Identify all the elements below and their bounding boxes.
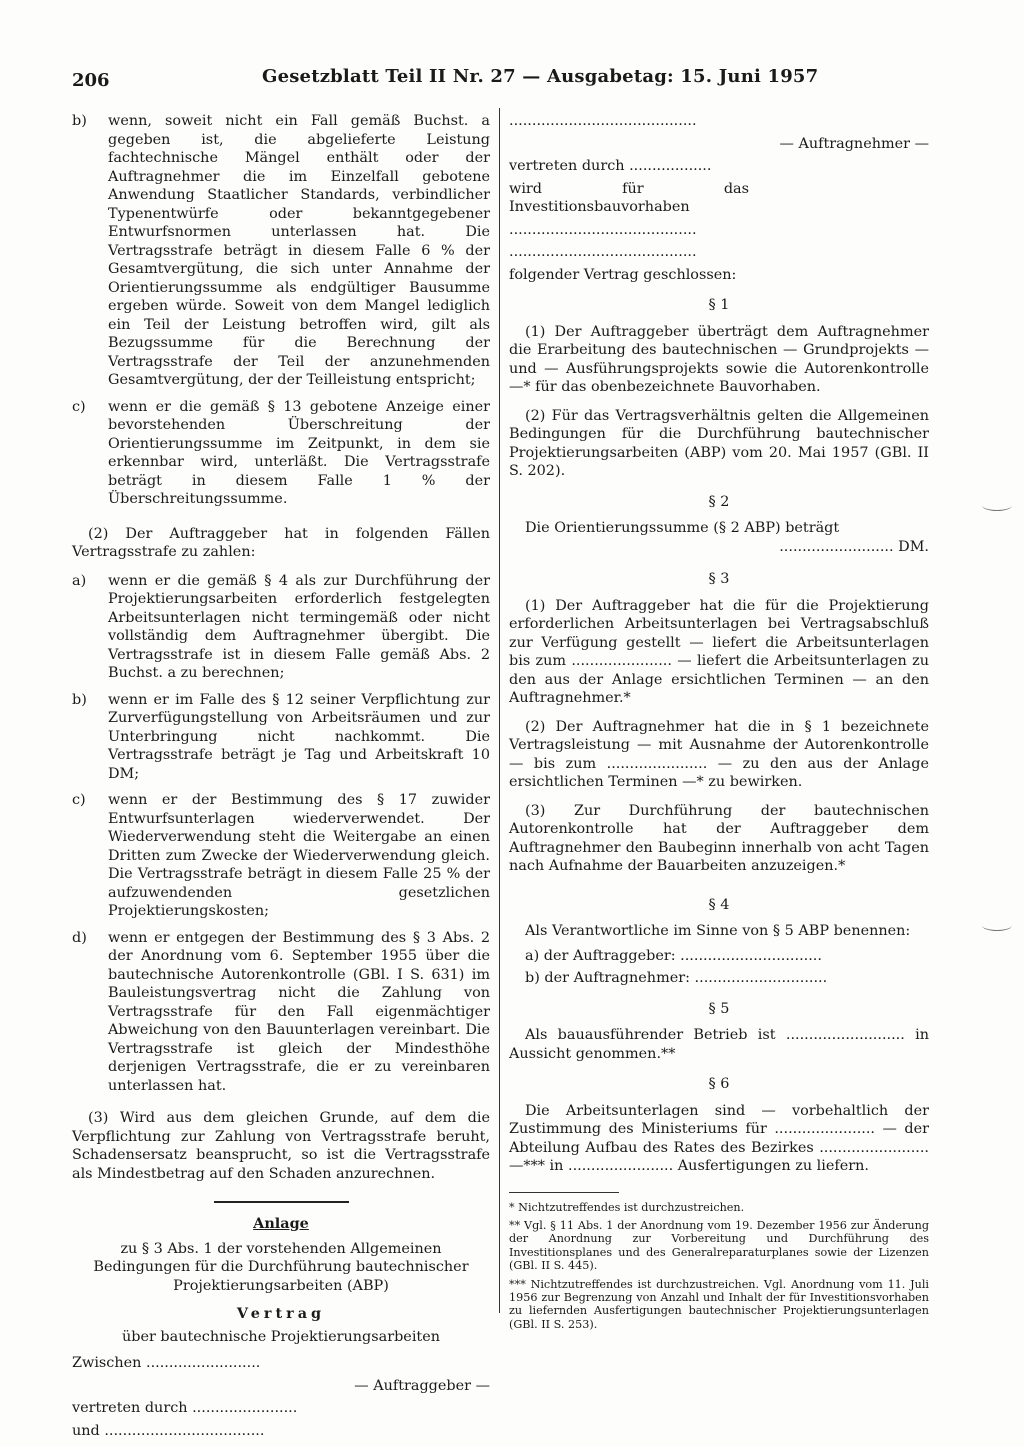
vertrag-subtitle: über bautechnische Projektierungsarbeiten bbox=[121, 1328, 440, 1345]
item-label: b) bbox=[72, 691, 87, 708]
vertreten-line: vertreten durch ....................... bbox=[72, 1400, 298, 1416]
paragraph: Die Orientierungssumme (§ 2 ABP) beträgt bbox=[525, 520, 840, 536]
paragraph: Die Arbeitsunterlagen sind — vorbehaltlich der Zustimmung des Ministeriums für ...................... — der Abteilung Aufbau des Rates des Bezirkes ........................ —*** in ....................... Ausfertigungen zu liefern. bbox=[509, 1102, 929, 1174]
footnote: * Nichtzutreffendes ist durchzustreichen. bbox=[509, 1200, 745, 1214]
page-header bbox=[72, 58, 932, 92]
paragraph: Als Verantwortliche im Sinne von § 5 ABP benennen: bbox=[525, 923, 911, 939]
footnote: ** Vgl. § 11 Abs. 1 der Anordnung vom 19. Dezember 1956 zur Änderung der Anordnung zur Vorbereitung und Durchführung des Investitionsplanes und des Generalreparaturplanes sowie der Lizenzen (GBl. II S. 445). bbox=[509, 1218, 929, 1273]
footnote: *** Nichtzutreffendes ist durchzustreichen. Vgl. Anordnung vom 11. Juli 1956 zur Begrenzung von Anzahl und Inhalt der für Investitionsvorhaben zu liefernden Ausfertigungen bautechnischer Projektierungsunterlagen (GBl. II S. 253). bbox=[509, 1277, 929, 1331]
footnote-divider bbox=[509, 1192, 619, 1193]
section-heading: § 5 bbox=[708, 1000, 730, 1017]
anlage-subtitle: zu § 3 Abs. 1 der vorstehenden Allgemeinen Bedingungen für die Durchführung bautechnischer Projektierungsarbeiten (ABP) bbox=[93, 1240, 469, 1294]
list-item bbox=[72, 572, 490, 683]
paragraph: (3) Zur Durchführung der bautechnischen Autorenkontrolle hat der Auftraggeber dem Auftragnehmer den Baubeginn innerhalb von acht Tagen nach Aufnahme der Bauarbeiten anzuzeigen.* bbox=[509, 802, 929, 874]
section-heading: § 2 bbox=[708, 493, 730, 510]
investition-line: wird für das Investitionsbauvorhaben bbox=[509, 180, 749, 215]
paragraph-3: (3) Wird aus dem gleichen Grunde, auf dem die Verpflichtung zur Zahlung von Vertragsstrafe beruht, Schadensersatz beansprucht, so ist die Vertragsstrafe als Mindestbetrag auf den Schaden anzurechnen. bbox=[72, 1110, 490, 1182]
left-column bbox=[72, 112, 490, 1444]
section-heading: § 1 bbox=[708, 297, 730, 313]
list-item bbox=[72, 398, 490, 509]
right-column bbox=[509, 112, 929, 1336]
list-item bbox=[72, 112, 490, 390]
vertrag-title: Vertrag bbox=[236, 1305, 326, 1322]
list-item bbox=[72, 691, 490, 784]
paragraph-2: (2) Der Auftraggeber hat in folgenden Fällen Vertragsstrafe zu zahlen: bbox=[72, 525, 490, 560]
vertreten-line: vertreten durch .................. bbox=[509, 158, 712, 174]
item-label: c) bbox=[72, 792, 86, 808]
list-item: a) der Auftraggeber: ............................... bbox=[525, 947, 822, 964]
item-text: wenn er die gemäß § 4 als zur Durchführung der Projektierungsarbeiten erforderlich festgelegten Arbeitsunterlagen nicht termingemäß oder nicht vollständig dem Auftragnehmer übergibt. Die Vertragsstrafe ist in diesem Falle gemäß Abs. 2 Buchst. a zu berechnen; bbox=[108, 572, 490, 681]
item-text: wenn er im Falle des § 12 seiner Verpflichtung zur Zurverfügungstellung von Arbeitsräumen und zur Unterbringung nicht nachkommt. Die Vertragsstrafe beträgt je Tag und Arbeitskraft 10 DM; bbox=[108, 691, 490, 782]
section-heading: § 3 bbox=[708, 571, 730, 587]
auftraggeber-label: — Auftraggeber — bbox=[354, 1377, 490, 1394]
dots-line: ......................................... bbox=[509, 113, 697, 129]
dots-line: ......................................... bbox=[509, 244, 697, 260]
list-item bbox=[72, 929, 490, 1096]
item-label: c) bbox=[72, 398, 86, 415]
paragraph: (1) Der Auftraggeber überträgt dem Auftragnehmer die Erarbeitung des bautechnischen — Grundprojekts — und — Ausführungsprojekts sowie die Autorenkontrolle —* für das obenbezeichnete Bauvorhaben. bbox=[509, 323, 929, 395]
dm-line: ......................... DM. bbox=[779, 538, 929, 555]
list-item bbox=[72, 791, 490, 921]
item-label: b) bbox=[72, 113, 87, 129]
item-text: wenn, soweit nicht ein Fall gemäß Buchst. a gegeben ist, die abgelieferte Leistung fachtechnische Mängel enthält oder der Auftragnehmer die im Einzelfall gebotene Anwendung Staatlicher Standards, verbindlicher Typenentwürfe oder bekanntgegebener Entwurfsnormen unterlassen hat. Die Vertragsstrafe beträgt in diesem Falle 6 % der Gesamtvergütung, die sich unter Annahme der Orientierungssumme als endgültiger Bausumme ergeben würde. Soweit von dem Mangel lediglich ein Teil der Leistung betroffen wird, gilt als Bezugssumme für die Berechnung der Vertragsstrafe der Teil der anzunehmenden Gesamtvergütung, der der Teilleistung entspricht; bbox=[108, 113, 490, 388]
item-text: wenn er entgegen der Bestimmung des § 3 Abs. 2 der Anordnung vom 6. September 1955 über die bautechnische Autorenkontrolle (GBl. I S. 631) im Bauleistungsvertrag nicht die Zahlung von Vertragsstrafe für den Fall eigenmächtiger Abweichung von den Bauunterlagen vereinbart. Die Vertragsstrafe ist gleich der Mindesthöhe derjenigen Vertragsstrafe, die er zu vereinbaren unterlassen hat. bbox=[108, 929, 490, 1094]
zwischen-line: Zwischen ......................... bbox=[72, 1355, 261, 1371]
list-item: b) der Auftragnehmer: ............................. bbox=[525, 970, 828, 986]
column-divider bbox=[499, 108, 500, 1313]
paragraph: Als bauausführender Betrieb ist .......................... in Aussicht genommen.** bbox=[509, 1027, 929, 1062]
und-line: und ................................... bbox=[72, 1422, 265, 1439]
dots-line: ......................................... bbox=[509, 221, 697, 238]
paragraph: (1) Der Auftraggeber hat die für die Projektierung erforderlichen Arbeitsunterlagen bei Vertragsabschluß zur Verfügung gestellt — liefert die Arbeitsunterlagen bis zum ...................... — liefert die Arbeitsunterlagen zu den aus der Anlage ersichtlichen Terminen — an den Auftragnehmer.* bbox=[509, 597, 929, 706]
auftragnehmer-label: — Auftragnehmer — bbox=[779, 135, 929, 152]
page-number: 206 bbox=[72, 70, 110, 91]
section-heading: § 6 bbox=[708, 1076, 730, 1092]
paragraph: (2) Der Auftragnehmer hat die in § 1 bezeichnete Vertragsleistung — mit Ausnahme der Autorenkontrolle — bis zum ...................... — zu den aus der Anlage ersichtlichen Terminen —* zu bewirken. bbox=[509, 718, 929, 790]
paragraph: (2) Für das Vertragsverhältnis gelten die Allgemeinen Bedingungen für die Durchführung bautechnischer Projektierungsarbeiten (ABP) vom 20. Mai 1957 (GBl. II S. 202). bbox=[509, 407, 929, 479]
item-label: a) bbox=[72, 572, 87, 589]
margin-mark bbox=[982, 920, 1012, 931]
section-heading: § 4 bbox=[708, 896, 730, 913]
item-text: wenn er der Bestimmung des § 17 zuwider Entwurfsunterlagen wiederverwendet. Der Wiederverwendung steht die Weitergabe an einen Dritten zum Zwecke der Wiederverwendung gleich. Die Vertragsstrafe beträgt in diesem Falle 25 % der aufzuwendenden gesetzlichen Projektierungskosten; bbox=[108, 792, 490, 919]
header-title: Gesetzblatt Teil II Nr. 27 — Ausgabetag: 15. Juni 1957 bbox=[262, 66, 819, 87]
item-text: wenn er die gemäß § 13 gebotene Anzeige einer bevorstehenden Überschreitung der Orientierungssumme im Zeitpunkt, in dem sie erkennbar wird, unterläßt. Die Vertragsstrafe beträgt in diesem Falle 1 % der Überschreitungssumme. bbox=[108, 398, 490, 507]
geschlossen-line: folgender Vertrag geschlossen: bbox=[509, 266, 737, 283]
item-label: d) bbox=[72, 929, 87, 946]
margin-mark bbox=[982, 500, 1012, 511]
anlage-title: Anlage bbox=[253, 1215, 309, 1232]
section-divider bbox=[214, 1201, 349, 1203]
